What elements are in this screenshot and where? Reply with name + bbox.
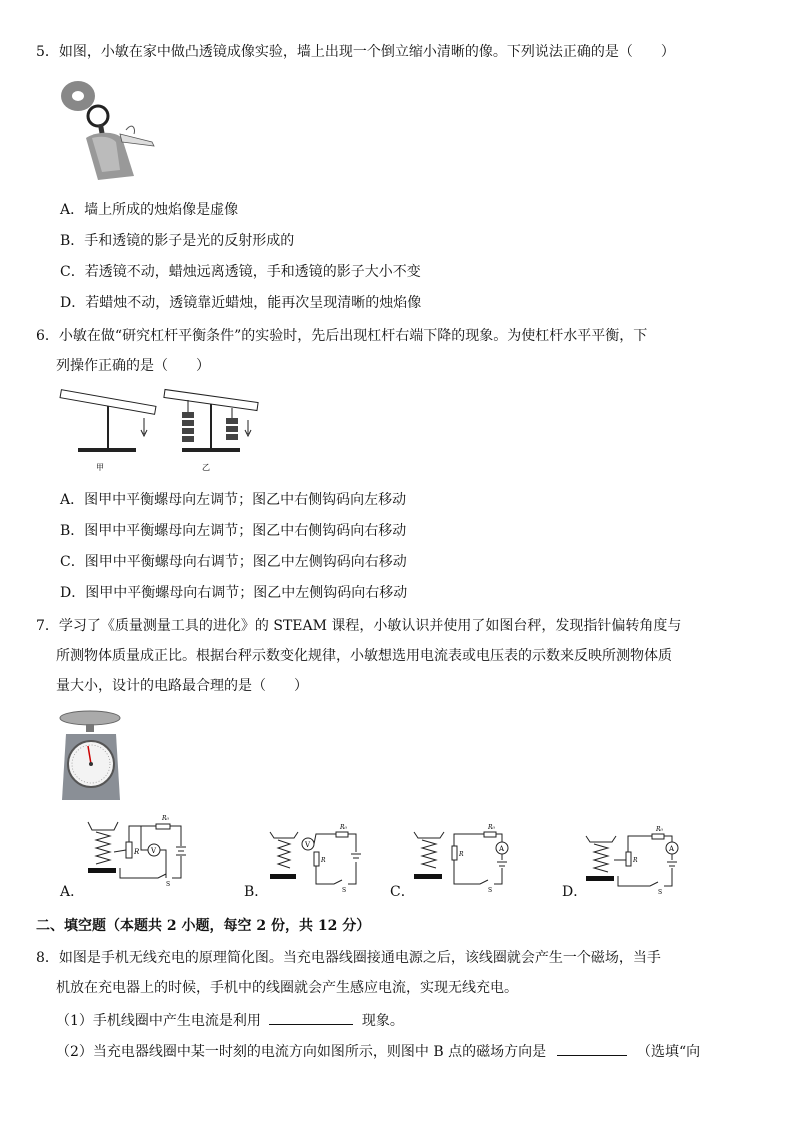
q7d-s-label: S: [658, 889, 663, 896]
q8-part2: [56, 1041, 700, 1062]
q8-part2-blank[interactable]: [557, 1041, 627, 1056]
q6-option-d: D．图甲中平衡螺母向右调节；图乙中左侧钩码向右移动: [60, 585, 408, 601]
q7a-r0-label: R₀: [162, 815, 169, 822]
q5-lens-figure: [56, 76, 166, 186]
q7c-r-label: R: [459, 851, 464, 858]
q8-part1-prefix: （1）手机线圈中产生电流是利用: [56, 1013, 261, 1029]
q7-circuit-c: [412, 822, 522, 894]
q8-stem-line1: 8．如图是手机无线充电的原理简化图。当充电器线圈接通电源之后，该线圈就会产生一个磁场，当手: [36, 950, 661, 966]
q5-option-d: D．若蜡烛不动，透镜靠近蜡烛，能再次呈现清晰的烛焰像: [60, 295, 422, 311]
q7-stem-line2: 所测物体质量成正比。根据台秤示数变化规律，小敏想选用电流表或电压表的示数来反映所测物体质: [56, 648, 672, 664]
q7-circuit-d: [584, 826, 694, 896]
section2-title: 二、填空题（本题共 2 小题，每空 2 份，共 12 分）: [36, 918, 371, 934]
q7d-ammeter-label: A: [669, 845, 675, 853]
q7b-voltmeter-label: V: [305, 841, 311, 849]
q7a-s-label: S: [166, 881, 171, 888]
q5-option-b: B．手和透镜的影子是光的反射形成的: [60, 233, 295, 249]
q8-part1: [56, 1010, 404, 1031]
q7-choice-d: D．: [562, 884, 588, 900]
q8-part1-blank[interactable]: [269, 1010, 353, 1025]
q7c-r0-label: R₀: [488, 824, 495, 831]
q8-part2-suffix: （选填“向: [637, 1044, 701, 1060]
q8-stem-line2: 机放在充电器上的时候，手机中的线圈就会产生感应电流，实现无线充电。: [56, 980, 518, 996]
q7a-r-label: R: [134, 848, 140, 856]
q6-stem-line2: 列操作正确的是（ ）: [56, 358, 210, 374]
q7-stem-line3: 量大小，设计的电路最合理的是（ ）: [56, 678, 308, 694]
q6-stem-line1: 6．小敏在做“研究杠杆平衡条件”的实验时，先后出现杠杆右端下降的现象。为使杠杆水平平衡，下: [36, 328, 648, 344]
q7-choice-c: C．: [390, 884, 415, 900]
q7-circuit-a: [86, 812, 196, 890]
q7b-r0-label: R₀: [340, 824, 347, 831]
q8-part2-prefix: （2）当充电器线圈中某一时刻的电流方向如图所示，则图中 B 点的磁场方向是: [56, 1044, 547, 1060]
q5-stem: 5．如图，小敏在家中做凸透镜成像实验，墙上出现一个倒立缩小清晰的像。下列说法正确的是（ ）: [36, 44, 675, 60]
q7b-r-label: R: [321, 857, 326, 864]
q7-circuit-b: [268, 822, 374, 894]
q7-scale-photo: [58, 706, 128, 802]
q6-option-c: C．图甲中平衡螺母向右调节；图乙中左侧钩码向右移动: [60, 554, 407, 570]
q6-fig-label-jia: 甲: [96, 463, 104, 472]
q5-option-a: A．墙上所成的烛焰像是虚像: [60, 202, 239, 218]
q7c-ammeter-label: A: [499, 845, 505, 853]
q7b-s-label: S: [342, 887, 347, 894]
q6-option-a: A．图甲中平衡螺母向左调节；图乙中右侧钩码向左移动: [60, 492, 407, 508]
q6-option-b: B．图甲中平衡螺母向左调节；图乙中右侧钩码向右移动: [60, 523, 407, 539]
q7-choice-b: B．: [244, 884, 269, 900]
q7d-r-label: R: [633, 857, 638, 864]
q7-choice-a: A．: [60, 884, 85, 900]
q6-fig-label-yi: 乙: [202, 463, 210, 472]
q7c-s-label: S: [488, 887, 493, 894]
q8-part1-suffix: 现象。: [361, 1013, 404, 1029]
q6-lever-figure: [56, 388, 266, 474]
q7d-r0-label: R₀: [656, 826, 663, 833]
q7-stem-line1: 7．学习了《质量测量工具的进化》的 STEAM 课程，小敏认识并使用了如图台秤，发现指针偏转角度与: [36, 618, 682, 634]
q5-option-c: C．若透镜不动，蜡烛远离透镜，手和透镜的影子大小不变: [60, 264, 421, 280]
q7a-voltmeter-label: V: [151, 847, 157, 855]
